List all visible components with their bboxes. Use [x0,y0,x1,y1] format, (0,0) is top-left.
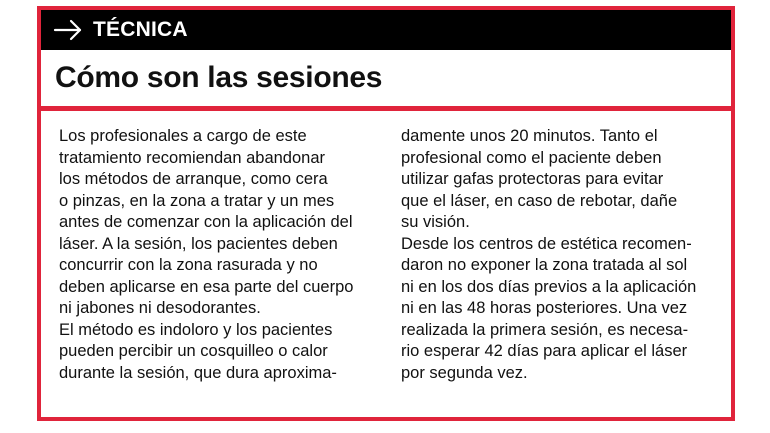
text-line: ni en los dos días previos a la aplicación [401,277,697,296]
article-title: Cómo son las sesiones [55,61,383,94]
text-line: rio esperar 42 días para aplicar el láser [401,342,688,360]
text-line: o pinzas, en la zona a tratar y un mes [59,191,335,210]
text-line: profesional como el paciente deben [401,148,662,167]
text-line: por segunda vez. [401,363,528,382]
text-line: que el láser, en caso de rebotar, dañe [401,191,678,210]
text-line: utilizar gafas protectoras para evitar [401,170,664,188]
article-body [59,126,719,411]
text-line: El método es indoloro y los pacientes [59,320,333,339]
text-line: ni jabones ni desodorantes. [59,299,261,317]
text-line: tratamiento recomiendan abandonar [59,148,326,167]
text-line: realizada la primera sesión, es necesa- [401,320,689,339]
text-line: antes de comenzar con la aplicación del [59,213,353,231]
section-header [41,10,731,50]
article-box [37,6,735,421]
text-column-left [59,126,377,411]
title-divider [41,106,731,111]
text-line: Los profesionales a cargo de este [59,127,307,145]
text-line: ni en las 48 horas posteriores. Una vez [401,299,688,317]
text-line: damente unos 20 minutos. Tanto el [401,127,658,145]
text-line: concurrir con la zona rasurada y no [59,256,318,274]
text-line: daron no exponer la zona tratada al sol [401,256,688,274]
title-row [41,50,731,106]
text-line: Desde los centros de estética recomen- [401,234,692,253]
text-column-right [401,126,719,411]
text-line: los métodos de arranque, como cera [59,170,328,188]
text-line: durante la sesión, que dura aproxima- [59,363,337,382]
text-line: su visión. [401,213,470,231]
text-line: deben aplicarse en esa parte del cuerpo [59,277,354,296]
text-line: pueden percibir un cosquilleo o calor [59,342,328,360]
text-line: láser. A la sesión, los pacientes deben [59,234,338,253]
arrow-right-icon [53,19,83,41]
section-kicker: TÉCNICA [93,18,188,41]
